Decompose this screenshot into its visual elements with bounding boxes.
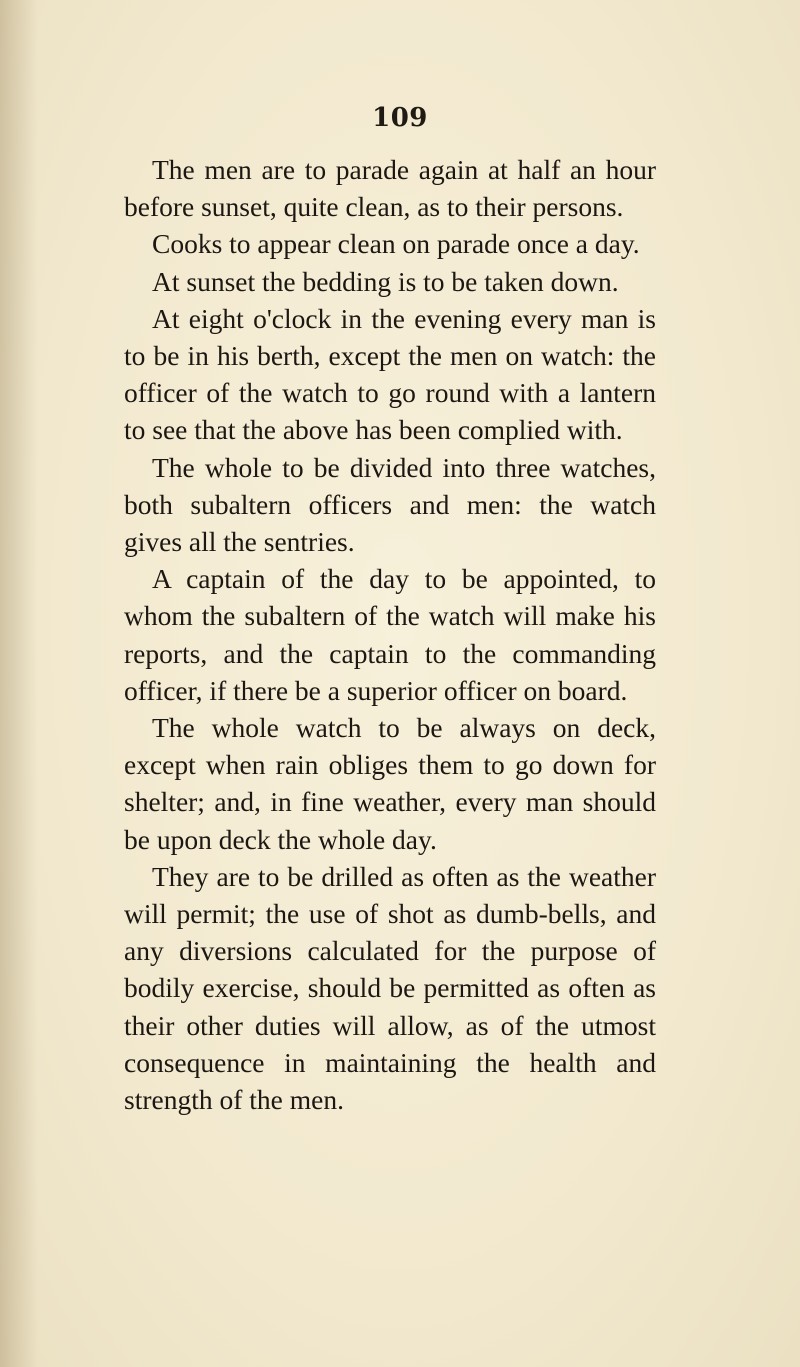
body-text [124,151,656,1118]
paragraph: A captain of the day to be appointed, to whom the subaltern of the watch will make his reports, and the captain to the commanding officer, if there be a superior officer on board. [124,563,656,706]
paragraph: The whole to be divided into three watches, both subaltern officers and men: the watch gives all the sentries. [124,451,656,558]
paragraph: Cooks to appear clean on parade once a day. [152,228,640,260]
paragraph: The men are to parade again at half an hour before sunset, quite clean, as to their persons. [124,154,656,223]
paragraph: They are to be drilled as often as the weather will permit; the use of shot as dumb-bells, and any diversions calculated for the purpose of bodily exercise, should be permitted as often as their other duties will allow, as of the utmost consequence in maintaining the health and strength of the men. [124,860,656,1116]
paragraph: At sunset the bedding is to be taken down. [152,265,619,297]
page-number: 109 [372,103,428,133]
paragraph: The whole watch to be always on deck, except when rain obliges them to go down for shelter; and, in fine weather, every man should be upon deck the whole day. [124,712,656,855]
paragraph: At eight o'clock in the evening every man is to be in his berth, except the men on watch: the officer of the watch to go round with a lantern to see that the above has been complied with. [124,302,656,446]
spine-shadow [0,0,38,1367]
